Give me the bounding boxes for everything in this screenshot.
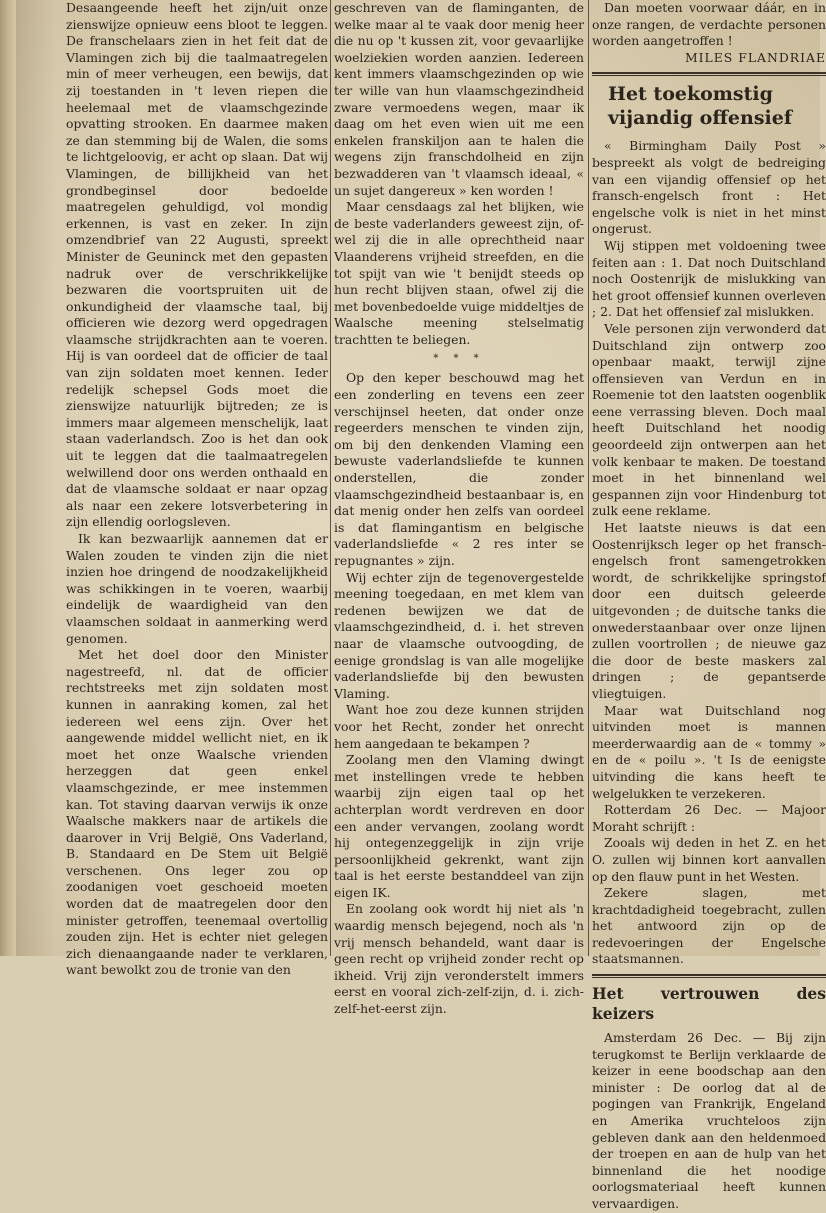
column-right <box>592 0 826 1211</box>
paragraph: Rotterdam 26 Dec. — Majoor Moraht schrijft : <box>592 802 826 834</box>
paragraph: Amsterdam 26 Dec. — Bij zijn terugkomst te Berlijn verklaarde de keizer in eene boodschap aan den minister : De oorlog dat al de pogingen van Frankrijk, Engeland en Amerika vruchteloos zijn gebleven dank aan den heldenmoed der troepen en aan de hulp van het binnenland die het noodige oorlogsmateriaal heeft kunnen vervaardigen. <box>592 1030 826 1211</box>
author-signature: MILES FLANDRIAE <box>684 49 826 65</box>
paragraph: Zooals wij deden in het Z. en het O. zullen wij binnen kort aanvallen op den flauw punt in het Westen. <box>592 835 826 884</box>
article-headline: Het toekomstig vijandig offensief <box>608 83 793 130</box>
paragraph: Zekere slagen, met krachtdadigheid toegebracht, zullen het antwoord zijn op de redevoeringen der Engelsche staatsmannen. <box>592 885 826 967</box>
paragraph: Zoolang men den Vlaming dwingt met instellingen vrede te hebben waarbij zijn eigen taal op het achterplan wordt verdreven en door een ander vervangen, zoolang wordt hij ontegenzeggelijk in zijn vrije persoonlijkheid gekrenkt, want zijn taal is het eerste bestanddeel van zijn eigen IK. <box>334 752 584 900</box>
section-rule <box>592 72 826 76</box>
column-left <box>66 0 328 978</box>
paragraph: Wij stippen met voldoening twee feiten aan : 1. Dat noch Duitschland noch Oostenrijk de mislukking van het groot offensief kunnen overleven ; 2. Dat het offensief zal mislukken. <box>592 237 826 320</box>
paragraph: Desaangeende heeft het zijn/uit onze zienswijze opnieuw eens bloot te leggen. De franschelaars zien in het feit dat de Vlamingen zich bij die taalmaatregelen min of meer verheugen, een bewijs, dat zij toestanden in 't leven riepen die heelemaal met de vlaamschgezinde opvatting strooken. En daarmee maken ze dan stemming bij de Walen, die soms te lichtgeloovig, er acht op slaan. Dat wij Vlamingen, de billijkheid van het grondbeginsel door bedoelde maatregelen gehuldigd, vol mondig erkennen, is vast en zeker. In zijn omzendbrief van 22 Augusti, spreekt Minister de Geuninck met den gepasten nadruk over de verschrikkelijke bezwaren die voortspruiten uit de onkundigheid der vlaamsche taal, bij officieren wie dezorg werd opgedragen vlaamsche strijdkrachten aan te voeren. Hij is van oordeel dat de officier de taal van zijn soldaten moet kennen. Ieder redelijk schepsel Gods moet die zienswijze natuurlijk bijtreden; ze is immers maar algemeen menschelijk, laat staan vaderlandsch. Zoo is het dan ook uit te leggen dat die taalmaatregelen welwillend door ons werden onthaald en dat de vlaamsche soldaat er naar opzag als naar een zekere lotsverbetering in zijn ellendig oorlogsleven. <box>66 0 328 530</box>
column-middle <box>334 0 584 1017</box>
section-rule <box>592 974 826 978</box>
paragraph: En zoolang ook wordt hij niet als 'n waardig mensch bejegend, noch als 'n vrij mensch behandeld, want daar is geen recht op vrijheid zonder recht op ikheid. Vrij zijn veronderstelt immers eerst en vooral zich-zelf-zijn, d. i. zich-zelf-het-eerst zijn. <box>334 901 584 1017</box>
paragraph: Ik kan bezwaarlijk aannemen dat er Walen zouden te vinden zijn die niet inzien hoe dringend de noodzakelijkheid was schikkingen in te voeren, waarbij eindelijk de waardigheid van den vlaamschen soldaat in aanmerking werd genomen. <box>66 531 328 646</box>
paragraph: geschreven van de flaminganten, de welke maar al te vaak door menig heer die nu op 't kussen zit, voor gevaarlijke woelziekien worden aanzien. Iedereen kent immers vlaamschgezinden op wie ter wille van hun vlaamschgezindheid zware vermoedens wegen, maar ik daag om het even wien uit me een enkelen franskiljon aan te halen die wegens zijn franschdolheid en zijn bezwadderen van 't vlaamsch ideaal, « un sujet dangereux » ken worden ! <box>334 0 584 198</box>
paragraph: Vele personen zijn verwonderd dat Duitschland zijn ontwerp zoo openbaar maakt, terwijl zijne offensieven van Verdun en in Roemenie tot den laatsten oogenblik eene verrassing bleven. Doch maal heeft Duitschland het noodig geoordeeld zijn ontwerpen aan het volk kenbaar te maken. De toestand moet in het binnenland wel gespannen zijn voor Hindenburg tot zulk eene reklame. <box>592 320 826 519</box>
column-divider <box>330 0 331 956</box>
paragraph: Met het doel door den Minister nagestreefd, nl. dat de officier rechtstreeks met zijn soldaten most kunnen in aanraking komen, zal het iedereen wel eens zijn. Over het aangewende middel wellicht niet, en ik moet het onze Waalsche vrienden herzeggen dat geen enkel vlaamschgezinde, er mee instemmen kan. Tot staving daarvan verwijs ik onze Waalsche makkers naar de artikels die daarover in Vrij België, Ons Vaderland, B. Standaard en De Stem uit België verschenen. Ons leger zou op zoodanigen voet geschoeid moeten worden dat de maatregelen door den minister getroffen, teenemaal overtollig zouden zijn. Het is echter niet gelegen zich dienaangaande nader te verklaren, want bewolkt zou de tronie van den <box>66 647 328 978</box>
paragraph: Maar wat Duitschland nog uitvinden moet is mannen meerderwaardig aan de « tommy » en de « poilu ». 't Is de eenigste uitvinding die kans heeft te welgelukken te verzekeren. <box>592 702 826 801</box>
paragraph: Het laatste nieuws is dat een Oostenrijksch leger op het fransch-engelsch front samengetrokken wordt, de schrikkelijke springstof door een duitsch geleerde uitgevonden ; de duitsche tanks die onwederstaanbaar over onze lijnen zullen voortrollen ; de nieuwe gaz die door de beste maskers zal dringen ; de gepantserde vliegtuigen. <box>592 520 826 701</box>
column-divider <box>588 0 589 956</box>
paragraph: Dan moeten voorwaar dáár, en in onze rangen, de verdachte personen worden aangetroffen ! <box>592 0 826 49</box>
paragraph: Wij echter zijn de tegenovergestelde meening toegedaan, en met klem van redenen bewijzen we dat de vlaamschgezindheid, d. i. het streven naar de vlaamsche outvoogding, de eenige grondslag is van alle mogelijke vaderlandsliefde bij den bewusten Vlaming. <box>334 569 584 701</box>
article-headline: Het vertrouwen des keizers <box>592 984 826 1024</box>
paragraph: Maar censdaags zal het blijken, wie de beste vaderlanders geweest zijn, of-wel zij die in alle oprechtheid naar Vlaanderens vrijheid streefden, en die tot spijt van wie 't benijdt steeds op hun recht blijven staan, ofwel zij die met bovenbedoelde vuige middeltjes de Waalsche meening stelselmatig trachtten te beliegen. <box>334 199 584 347</box>
paragraph: Want hoe zou deze kunnen strijden voor het Recht, zonder het onrecht hem aangedaan te bekampen ? <box>334 702 584 751</box>
section-separator: * * * <box>433 353 485 365</box>
paragraph: Op den keper beschouwd mag het een zonderling en tevens een zeer verschijnsel heeten, dat onder onze regeerders menschen te vinden zijn, om bij den denkenden Vlaming een bewuste vaderlandsliefde te kunnen onderstellen, die zonder vlaamschgezindheid bestaanbaar is, en dat menig onder hen zelfs van oordeel is dat flamingantism en belgische vaderlandsliefde « 2 res inter se repugnantes » zijn. <box>334 370 584 568</box>
page-left-edge <box>0 0 16 956</box>
paragraph: « Birmingham Daily Post » bespreekt als volgt de bedreiging van een vijandig offensief op het fransch-engelsch front : Het engelsche volk is niet in het minst ongerust. <box>592 138 826 237</box>
